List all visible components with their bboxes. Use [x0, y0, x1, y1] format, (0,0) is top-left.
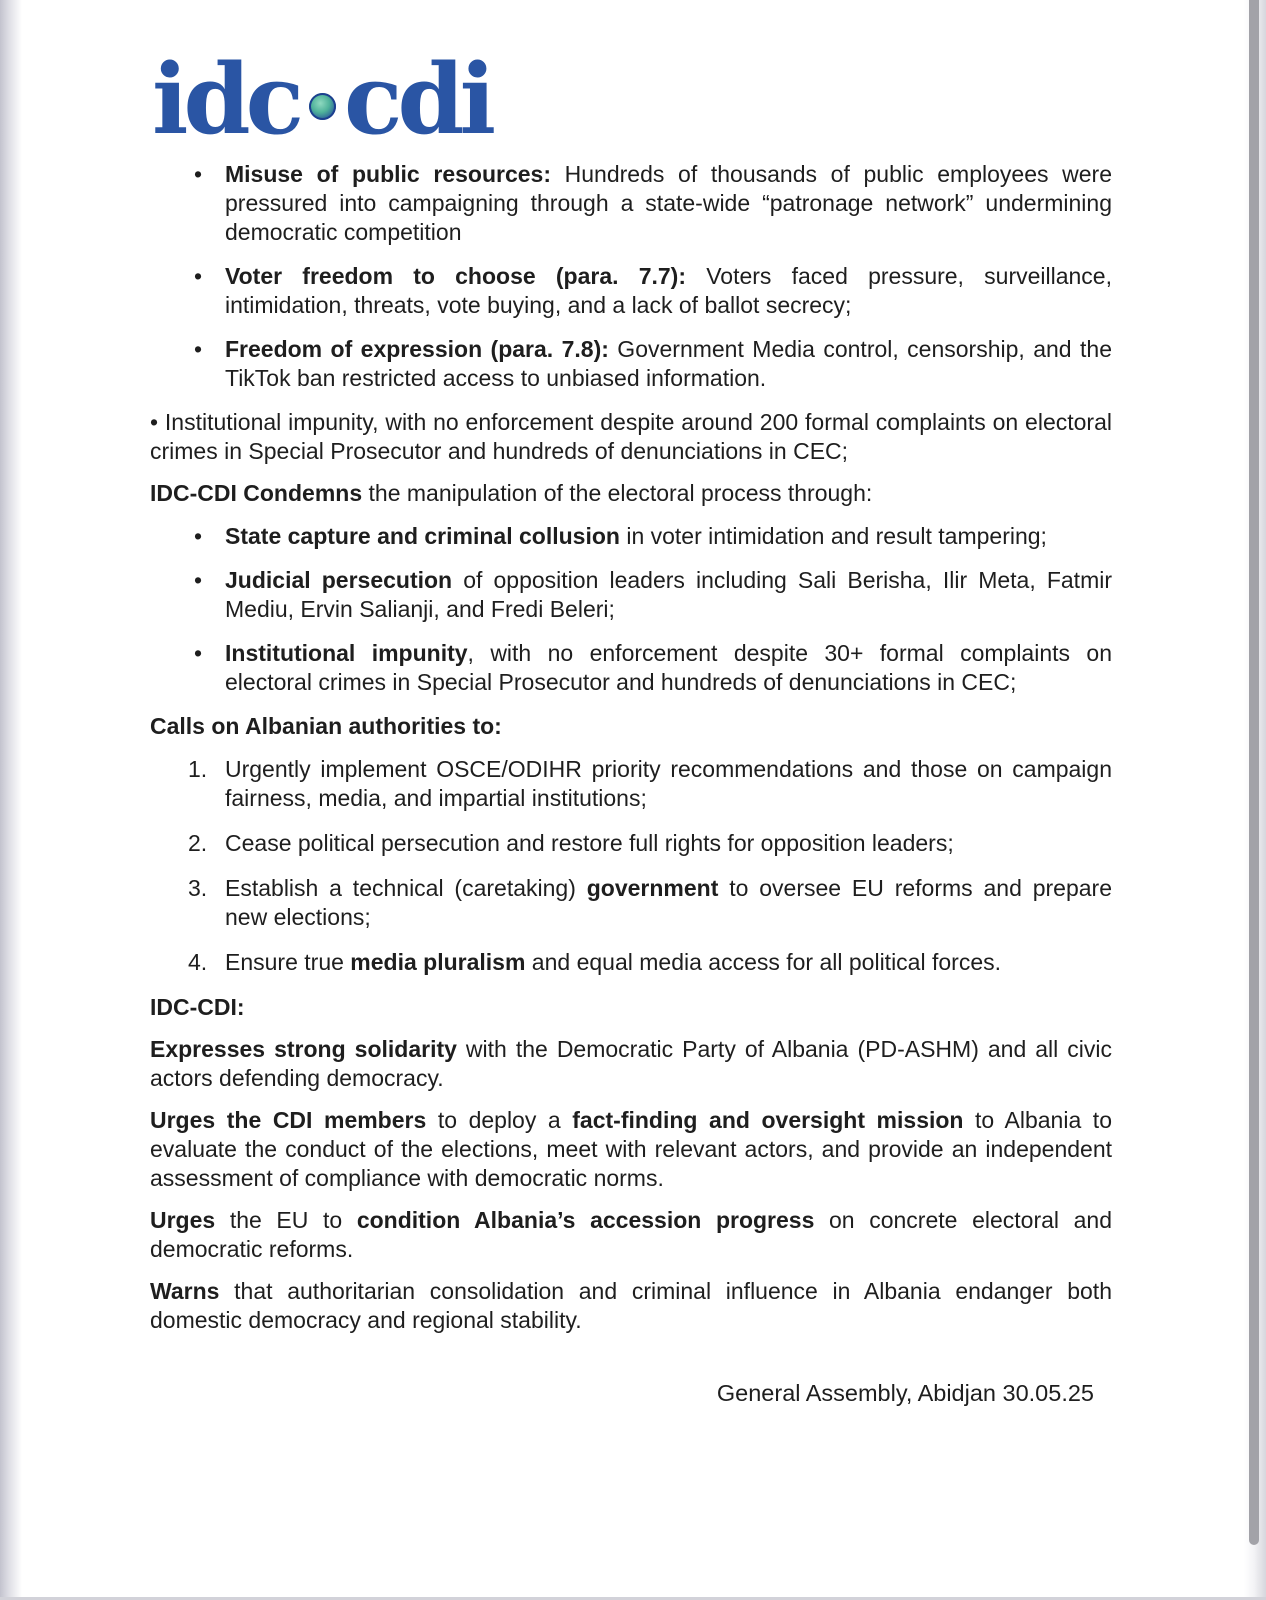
text-segment: to Albania to evaluate the conduct of the elections, meet with relevant actors, and provide an independent assessment of compliance with democratic norms. — [150, 1107, 1112, 1191]
numbered-item — [150, 829, 1112, 858]
bullet-dot-icon: • — [194, 640, 203, 666]
text-segment: Establish a technical (caretaking) — [225, 875, 587, 901]
numbered-item — [150, 755, 1112, 813]
text-segment-bold: Institutional impunity — [225, 640, 468, 666]
paragraph — [150, 712, 1112, 741]
document-body — [150, 160, 1112, 1335]
scrollbar-thumb[interactable] — [1249, 0, 1259, 1545]
text-segment: • Institutional impunity, with no enforcement despite around 200 formal complaints on electoral crimes in Special Prosecutor and hundreds of denunciations in CEC; — [150, 409, 1112, 464]
bullet-item — [150, 522, 1112, 551]
document-page — [150, 40, 1112, 1408]
text-segment-bold: condition Albania’s accession progress — [356, 1207, 815, 1233]
list-number: 2. — [188, 830, 208, 856]
bullet-item — [150, 262, 1112, 320]
text-segment-bold: Urges the CDI members — [150, 1107, 427, 1133]
text-segment: the EU to — [215, 1207, 357, 1233]
bullet-dot-icon: • — [194, 161, 203, 187]
text-segment: on concrete electoral and democratic reforms. — [150, 1207, 1113, 1262]
text-segment-bold: IDC-CDI: — [150, 994, 245, 1020]
paragraph — [150, 408, 1112, 466]
bullet-dot-icon: • — [194, 567, 203, 593]
bullet-dot-icon: • — [194, 523, 203, 549]
text-segment-bold: Expresses strong solidarity — [150, 1036, 457, 1062]
text-segment: of opposition leaders including Sali Berisha, Ilir Meta, Fatmir Mediu, Ervin Salianji, and Fredi Beleri; — [225, 567, 1113, 622]
text-segment-bold: Judicial persecution — [225, 567, 453, 593]
paragraph — [150, 479, 1112, 508]
text-segment-bold: State capture and criminal collusion — [225, 523, 620, 549]
text-segment-bold: Urges — [150, 1207, 216, 1233]
text-segment: with the Democratic Party of Albania (PD-ASHM) and all civic actors defending democracy. — [150, 1036, 1112, 1091]
list-number: 1. — [188, 756, 208, 782]
text-segment-bold: fact-finding and oversight mission — [572, 1107, 964, 1133]
bullet-item — [150, 335, 1112, 393]
text-segment-bold: Misuse of public resources: — [225, 161, 551, 187]
text-segment-bold: Warns — [150, 1278, 220, 1304]
bullet-item — [150, 566, 1112, 624]
numbered-list — [150, 755, 1112, 977]
text-segment-bold: IDC-CDI Condemns — [150, 480, 363, 506]
bullet-dot-icon: • — [194, 336, 203, 362]
text-segment: Voters faced pressure, surveillance, intimidation, threats, vote buying, and a lack of ballot secrecy; — [225, 263, 1112, 318]
globe-icon — [309, 93, 336, 120]
text-segment-bold: media pluralism — [350, 949, 526, 975]
bullet-list — [150, 522, 1112, 697]
signature-line: General Assembly, Abidjan 30.05.25 — [716, 1380, 1094, 1406]
paragraph — [150, 1035, 1112, 1093]
text-segment: the manipulation of the electoral process through: — [362, 480, 873, 506]
text-segment: to deploy a — [426, 1107, 573, 1133]
text-segment: to oversee EU reforms and prepare new elections; — [225, 875, 1112, 930]
text-segment: Hundreds of thousands of public employees were pressured into campaigning through a state-wide “patronage network” undermining democratic competition — [225, 161, 1112, 245]
numbered-item — [150, 874, 1112, 932]
text-segment-bold: Voter freedom to choose (para. 7.7): — [225, 263, 686, 289]
text-segment: Ensure true — [225, 949, 351, 975]
text-segment: Urgently implement OSCE/ODIHR priority recommendations and those on campaign fairness, media, and impartial institutions; — [225, 756, 1112, 811]
text-segment-bold: government — [586, 875, 719, 901]
text-segment-bold: Freedom of expression (para. 7.8): — [225, 336, 609, 362]
bullet-item — [150, 639, 1112, 697]
left-edge-shadow — [0, 0, 22, 1600]
numbered-item — [150, 948, 1112, 977]
right-edge-strip — [1244, 0, 1266, 1600]
text-segment: in voter intimidation and result tampering; — [619, 523, 1047, 549]
paragraph — [150, 1206, 1112, 1264]
bullet-dot-icon: • — [194, 263, 203, 289]
text-segment: that authoritarian consolidation and criminal influence in Albania endanger both domestic democracy and regional stability. — [150, 1278, 1112, 1333]
list-number: 3. — [188, 875, 208, 901]
idc-cdi-logo — [152, 43, 1112, 156]
paragraph — [150, 1277, 1112, 1335]
text-segment: Cease political persecution and restore full rights for opposition leaders; — [225, 830, 954, 856]
logo-cdi-text: cdi — [344, 43, 492, 156]
logo-idc-text: idc — [152, 43, 300, 156]
text-segment: Government Media control, censorship, and the TikTok ban restricted access to unbiased information. — [225, 336, 1112, 391]
text-segment: and equal media access for all political forces. — [525, 949, 1001, 975]
bullet-item — [150, 160, 1112, 247]
paragraph — [150, 993, 1112, 1022]
paragraph — [150, 1106, 1112, 1193]
list-number: 4. — [188, 949, 208, 975]
text-segment: , with no enforcement despite 30+ formal complaints on electoral crimes in Special Prosecutor and hundreds of denunciations in CEC; — [225, 640, 1112, 695]
text-segment-bold: Calls on Albanian authorities to: — [150, 713, 502, 739]
bullet-list — [150, 160, 1112, 393]
